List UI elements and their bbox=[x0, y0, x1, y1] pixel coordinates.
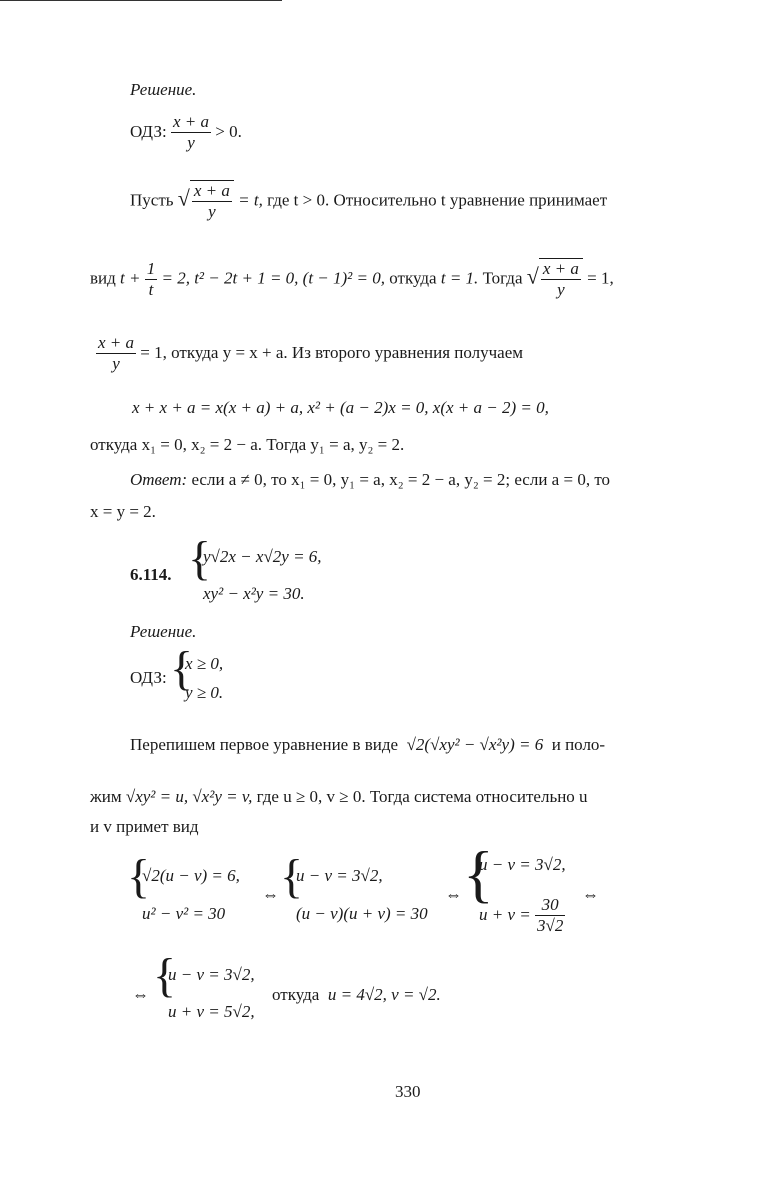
iff-symbol-3: ⇔ bbox=[582, 885, 599, 904]
rewrite-line-1: Перепишем первое уравнение в виде √2(√xy² − √x²y) = 6 и поло- bbox=[130, 735, 606, 754]
answer-label: Ответ: bbox=[130, 470, 188, 489]
system1-a2: u² − v² = 30 bbox=[142, 904, 226, 923]
system1-b2: (u − v)(u + v) = 30 bbox=[296, 904, 428, 923]
system1-b1: u − v = 3√2, bbox=[296, 866, 383, 885]
roots-line: откуда x₁ = 0, x₂ = 2 − a. Тогда y₁ = a, y₂ = 2. bbox=[90, 435, 405, 454]
paragraph-substitution: Пусть √ $\frac{x + a}{y}$ = t, где t > 0. Относительно t уравнение принимает bbox=[130, 181, 608, 222]
system1-brace-b: { bbox=[280, 850, 304, 903]
rewrite-line-2: жим √xy² = u, √x²y = v, где u ≥ 0, v ≥ 0. Тогда система относительно u bbox=[90, 787, 588, 806]
problem-eq-1: y√2x − x√2y = 6, bbox=[203, 547, 322, 566]
paragraph-y-equals: $\frac{x + a}{y}$ = 1, откуда y = x + a. Из второго уравнения получаем bbox=[98, 333, 524, 374]
odz-condition-1: x ≥ 0, bbox=[185, 654, 224, 673]
system2-result: откуда u = 4√2, v = √2. bbox=[272, 985, 441, 1004]
odz-block-1: ОДЗ: $\frac{x + a}{y}$ > 0. bbox=[130, 112, 242, 153]
iff-symbol-4: ⇔ bbox=[132, 985, 149, 1004]
odz-condition-2: y ≥ 0. bbox=[185, 683, 224, 702]
iff-symbol-1: ⇔ bbox=[262, 885, 279, 904]
odz-label-2: ОДЗ: bbox=[130, 668, 167, 687]
problem-eq-2: xy² − x²y = 30. bbox=[203, 584, 305, 603]
iff-symbol-2: ⇔ bbox=[445, 885, 462, 904]
paragraph-equation-t: вид t + $\frac{1}{t}$ = 2, t² − 2t + 1 = 0, (t − 1)² = 0, откуда t = 1. Тогда √ $\frac{x + a}{y}$ = 1, bbox=[90, 258, 614, 300]
system1-brace-c: { bbox=[463, 838, 494, 909]
system1-c2: u + v = $\frac{30}{3√2}$ bbox=[479, 895, 564, 936]
rewrite-line-3: и v примет вид bbox=[90, 817, 199, 836]
solution-label-2: Решение. bbox=[130, 622, 197, 641]
solution-label: Решение. bbox=[130, 80, 197, 99]
system1-c1: u − v = 3√2, bbox=[479, 855, 566, 874]
answer-line-1: Ответ: если a ≠ 0, то x₁ = 0, y₁ = a, x₂ = 2 − a, y₂ = 2; если a = 0, то bbox=[130, 470, 611, 489]
answer-line-2: x = y = 2. bbox=[90, 502, 156, 521]
system2-a2: u + v = 5√2, bbox=[168, 1002, 255, 1021]
odz-brace: { bbox=[170, 642, 194, 695]
system1-brace-a: { bbox=[127, 850, 151, 903]
system2-brace: { bbox=[153, 949, 177, 1002]
radical-fraction: $\frac{x + a}{y}$ bbox=[190, 180, 234, 223]
odz-fraction: $\frac{x + a}{y}$ bbox=[172, 112, 209, 153]
odz-label: ОДЗ: bbox=[130, 121, 167, 141]
top-rule bbox=[0, 0, 282, 1]
equation-line: x + x + a = x(x + a) + a, x² + (a − 2)x = 0, x(x + a − 2) = 0, bbox=[132, 398, 549, 417]
page-number: 330 bbox=[395, 1082, 421, 1101]
system1-a1: √2(u − v) = 6, bbox=[142, 866, 240, 885]
problem-number: 6.114. bbox=[130, 565, 172, 584]
system2-a1: u − v = 3√2, bbox=[168, 965, 255, 984]
system-brace: { bbox=[188, 532, 212, 585]
